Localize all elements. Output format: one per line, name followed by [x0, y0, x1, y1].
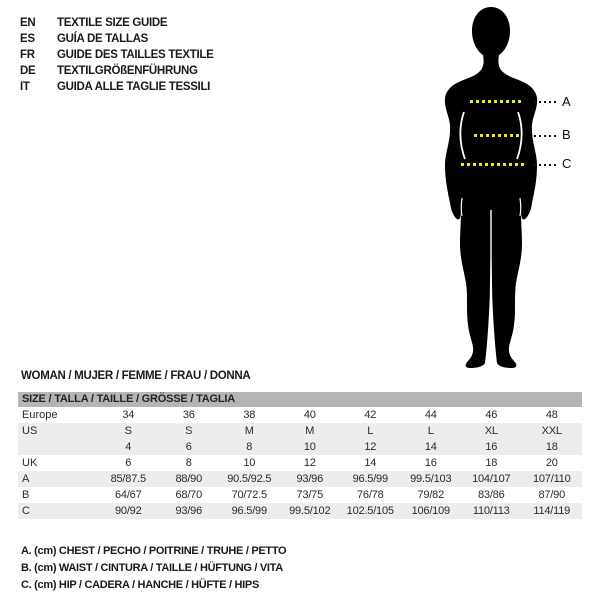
size-cell: 99.5/103 — [410, 473, 452, 485]
legend-line-b: B. (cm) WAIST / CINTURA / TAILLE / HÜFTUNG / VITA — [21, 562, 283, 574]
size-cell: 64/67 — [114, 489, 142, 501]
table-row-europe — [18, 407, 582, 423]
table-row-a-chest — [18, 471, 582, 487]
size-cell: M — [305, 425, 315, 437]
size-cell: 93/96 — [296, 473, 324, 485]
size-cell: L — [427, 425, 434, 437]
chest-leader-line — [534, 101, 557, 103]
size-cell: 102.5/105 — [346, 505, 394, 517]
size-cell: 46 — [485, 409, 498, 421]
row-label: UK — [22, 457, 38, 469]
chest-label: A — [562, 94, 571, 109]
size-cell: 8 — [185, 457, 192, 469]
size-cell: 34 — [122, 409, 135, 421]
size-cell: 107/110 — [532, 473, 571, 485]
language-code: EN — [20, 17, 36, 29]
hip-measure-line — [461, 163, 524, 166]
language-label: GUIDA ALLE TAGLIE TESSILI — [57, 81, 211, 93]
size-cell: 93/96 — [175, 505, 203, 517]
size-cell: 73/75 — [296, 489, 324, 501]
table-row-b-waist — [18, 487, 582, 503]
language-row-it — [20, 79, 214, 95]
row-label: Europe — [22, 409, 58, 421]
size-cell: 6 — [125, 457, 132, 469]
size-cell: 8 — [246, 441, 253, 453]
size-table-header: SIZE / TALLA / TAILLE / GRÖSSE / TAGLIA — [18, 392, 582, 407]
size-cell: L — [367, 425, 374, 437]
language-code: IT — [20, 81, 30, 93]
row-label: US — [22, 425, 38, 437]
size-cell: 18 — [545, 441, 558, 453]
table-row-us-numeric — [18, 439, 582, 455]
size-cell: 20 — [545, 457, 558, 469]
size-cell: 48 — [545, 409, 558, 421]
size-cell: 42 — [364, 409, 377, 421]
row-label: C — [22, 505, 30, 517]
size-cell: S — [185, 425, 193, 437]
waist-leader-line — [534, 135, 557, 137]
size-cell: S — [124, 425, 132, 437]
language-row-de — [20, 63, 214, 79]
table-row-c-hip — [18, 503, 582, 519]
size-cell: 85/87.5 — [110, 473, 146, 485]
language-title-list — [20, 15, 214, 95]
hip-label: C — [562, 156, 572, 171]
language-label: TEXTILE SIZE GUIDE — [57, 17, 168, 29]
size-cell: 4 — [125, 441, 132, 453]
size-cell: 16 — [485, 441, 498, 453]
size-cell: M — [244, 425, 254, 437]
size-cell: 16 — [424, 457, 437, 469]
waist-label: B — [562, 127, 571, 142]
size-cell: 6 — [185, 441, 192, 453]
row-label: B — [22, 489, 30, 501]
table-row-us-letter — [18, 423, 582, 439]
language-row-es — [20, 31, 214, 47]
size-cell: 114/119 — [533, 505, 571, 517]
size-cell: 36 — [182, 409, 195, 421]
size-cell: 38 — [243, 409, 256, 421]
language-code: ES — [20, 33, 35, 45]
waist-measure-line — [474, 134, 520, 137]
table-row-uk — [18, 455, 582, 471]
size-cell: 79/82 — [417, 489, 445, 501]
row-label — [18, 439, 98, 455]
size-table — [18, 392, 582, 519]
measurement-legend — [21, 543, 286, 594]
size-cell: 87/90 — [538, 489, 566, 501]
size-cell: 76/78 — [356, 489, 384, 501]
language-label: TEXTILGRÖßENFÜHRUNG — [57, 65, 198, 77]
language-row-en — [20, 15, 214, 31]
size-cell: 110/113 — [472, 505, 510, 517]
size-cell: 106/109 — [411, 505, 450, 517]
size-cell: 96.5/99 — [352, 473, 388, 485]
legend-line-c: C. (cm) HIP / CADERA / HANCHE / HÜFTE / HIPS — [21, 579, 259, 591]
chest-measure-line — [470, 100, 522, 103]
language-code: DE — [20, 65, 36, 77]
legend-line-a: A. (cm) CHEST / PECHO / POITRINE / TRUHE / PETTO — [21, 545, 287, 557]
size-cell: 12 — [303, 457, 316, 469]
size-cell: 83/86 — [477, 489, 505, 501]
size-cell: 90/92 — [114, 505, 142, 517]
size-cell: 12 — [364, 441, 377, 453]
size-cell: 104/107 — [472, 473, 511, 485]
size-cell: 68/70 — [175, 489, 203, 501]
size-cell: 70/72.5 — [231, 489, 267, 501]
size-cell: XXL — [541, 425, 562, 437]
feet-gap-notch — [488, 354, 495, 368]
row-label: A — [22, 473, 30, 485]
hip-leader-line — [534, 164, 557, 166]
size-cell: 10 — [243, 457, 256, 469]
woman-silhouette-figure — [400, 0, 600, 375]
size-cell: XL — [484, 425, 498, 437]
size-cell: 88/90 — [175, 473, 203, 485]
language-row-fr — [20, 47, 214, 63]
language-code: FR — [20, 49, 35, 61]
size-cell: 14 — [364, 457, 377, 469]
language-label: GUIDE DES TAILLES TEXTILE — [57, 49, 214, 61]
size-cell: 90.5/92.5 — [227, 473, 272, 485]
size-cell: 18 — [485, 457, 498, 469]
size-cell: 96.5/99 — [231, 505, 267, 517]
size-cell: 14 — [424, 441, 437, 453]
section-title-woman: WOMAN / MUJER / FEMME / FRAU / DONNA — [21, 370, 251, 382]
size-cell: 40 — [303, 409, 316, 421]
size-cell: 44 — [424, 409, 437, 421]
size-cell: 99.5/102 — [289, 505, 331, 517]
size-cell: 10 — [303, 441, 316, 453]
language-label: GUÍA DE TALLAS — [57, 33, 148, 45]
